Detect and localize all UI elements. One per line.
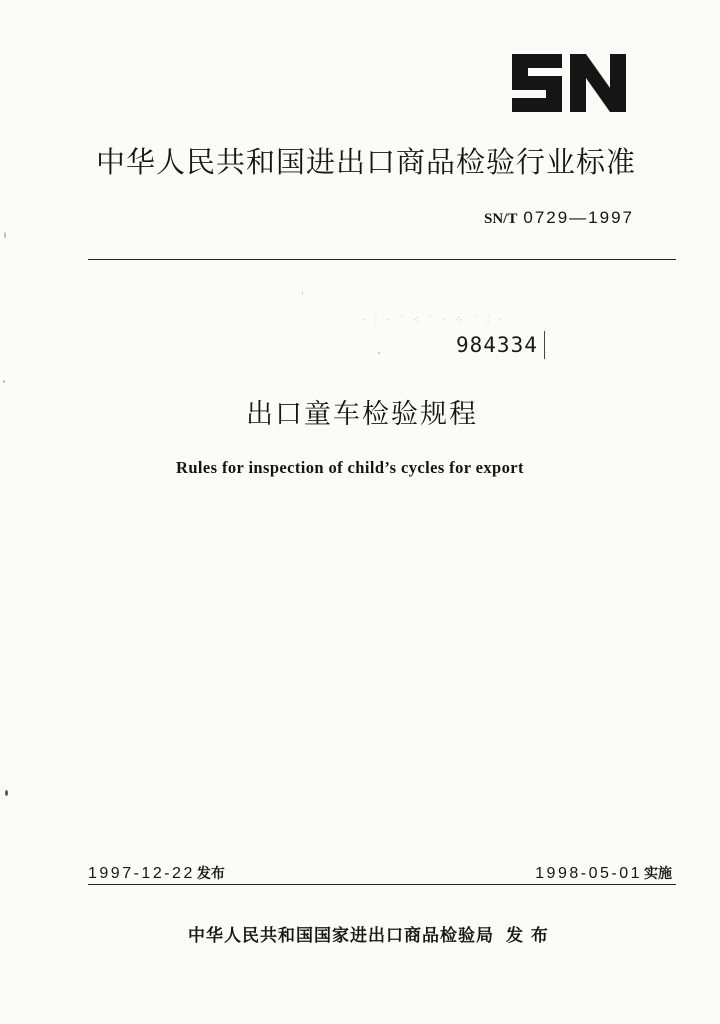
accession-number: 984334 bbox=[456, 333, 538, 357]
document-title-chinese: 出口童车检验规程 bbox=[246, 399, 478, 430]
scan-speck bbox=[5, 790, 8, 796]
issue-date: 1997-12-22 bbox=[88, 865, 195, 882]
standard-code bbox=[484, 208, 634, 228]
document-title-english: Rules for inspection of child’s cycles for export bbox=[176, 458, 524, 477]
scan-speck bbox=[302, 292, 303, 295]
publisher-name: 中华人民共和国国家进出口商品检验局 bbox=[188, 926, 494, 946]
scan-speck bbox=[4, 232, 6, 238]
sn-logo-mark bbox=[510, 50, 628, 116]
scan-speck bbox=[378, 352, 380, 354]
issue-date-block bbox=[88, 863, 225, 883]
implementation-date: 1998-05-01 bbox=[535, 865, 642, 882]
standard-code-prefix: SN/T bbox=[484, 211, 518, 227]
scan-speck bbox=[3, 380, 5, 383]
standard-category-heading: 中华人民共和国进出口商品检验行业标准 bbox=[96, 145, 637, 179]
sn-logo bbox=[510, 50, 628, 116]
footer-divider bbox=[88, 884, 676, 885]
header-divider bbox=[88, 259, 676, 260]
issue-label: 发布 bbox=[196, 866, 225, 882]
library-stamp bbox=[352, 315, 552, 365]
implementation-label: 实施 bbox=[644, 866, 672, 882]
implementation-date-block bbox=[535, 863, 672, 883]
stamp-faint-marks: · ⁚ · ˙ ⁖ ˙ · ⁘ ˙ ⁚ · bbox=[362, 315, 506, 326]
standard-code-number: 0729—1997 bbox=[523, 208, 634, 227]
publish-label: 发 布 bbox=[506, 926, 549, 946]
publisher-line bbox=[188, 921, 549, 946]
stamp-edge bbox=[544, 331, 545, 359]
